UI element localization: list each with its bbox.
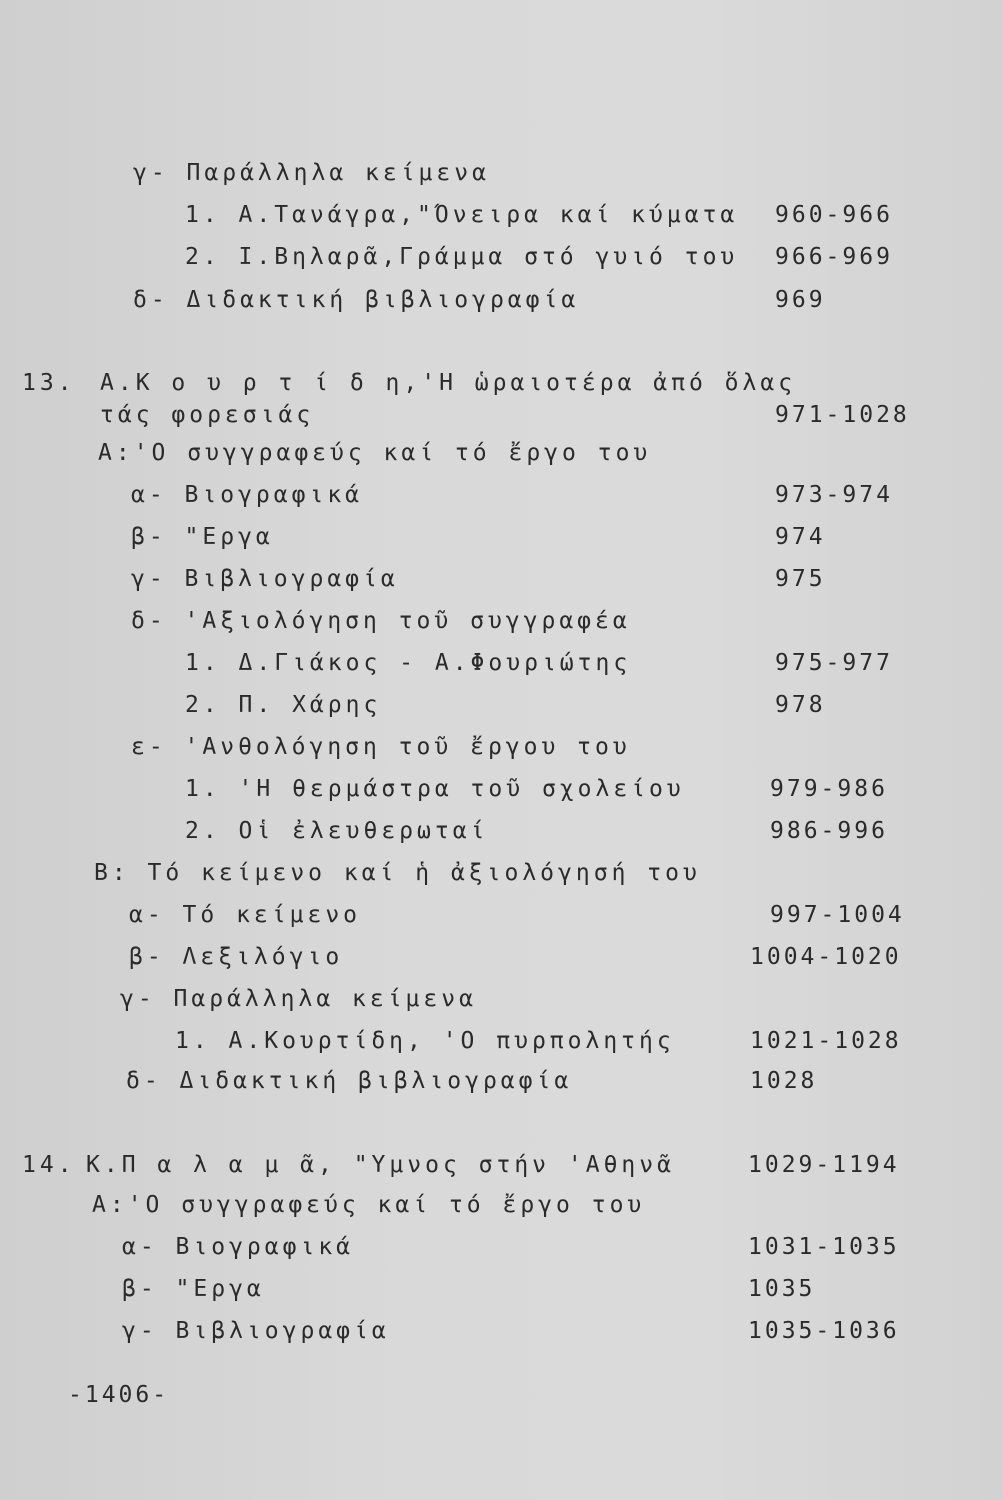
entry-title: 2. Οἱ ἐλευθερωταί <box>185 818 489 844</box>
entry-title: Κ.Π α λ α μ ᾶ, "Υμνος στήν 'Αθηνᾶ <box>86 1152 675 1178</box>
toc-entry <box>0 244 1003 284</box>
entry-title: β- Λεξιλόγιο <box>129 944 344 970</box>
section-number: 13. <box>22 370 76 396</box>
entry-title: γ- Παράλληλα κείμενα <box>120 986 477 1012</box>
page-range: 969 <box>775 287 826 313</box>
entry-title: 1. Δ.Γιάκος - Α.Φουριώτης <box>185 650 632 676</box>
toc-entry <box>0 860 1003 900</box>
toc-entry <box>0 818 1003 858</box>
page-range: 974 <box>775 524 826 550</box>
toc-entry <box>0 482 1003 522</box>
entry-title: 1. 'Η θερμάστρα τοῦ σχολείου <box>185 776 685 802</box>
page-range: 973-974 <box>775 482 893 508</box>
page-range: 960-966 <box>775 202 893 228</box>
toc-entry <box>0 1028 1003 1068</box>
entry-title: 2. Ι.Βηλαρᾶ,Γράμμα στό γυιό του <box>185 244 739 270</box>
toc-entry <box>0 440 1003 480</box>
page-range: 975-977 <box>775 650 893 676</box>
page-range: 966-969 <box>775 244 893 270</box>
toc-entry <box>0 776 1003 816</box>
page-range: 979-986 <box>770 776 888 802</box>
toc-entry <box>0 287 1003 327</box>
toc-entry <box>0 1318 1003 1358</box>
toc-entry <box>0 1276 1003 1316</box>
entry-title: γ- Παράλληλα κείμενα <box>133 160 490 186</box>
toc-entry <box>0 1192 1003 1232</box>
section-number: 14. <box>22 1152 76 1178</box>
page-range: 971-1028 <box>775 402 910 428</box>
page-range: 1031-1035 <box>748 1234 900 1260</box>
entry-title: δ- Διδακτική βιβλιογραφία <box>133 287 580 313</box>
entry-title: δ- Διδακτική βιβλιογραφία <box>126 1068 573 1094</box>
page-range: 1004-1020 <box>750 944 902 970</box>
toc-entry <box>0 524 1003 564</box>
page-range: 986-996 <box>770 818 888 844</box>
entry-title: δ- 'Αξιολόγηση τοῦ συγγραφέα <box>131 608 631 634</box>
page-number: -1406- <box>68 1382 170 1408</box>
entry-title: Α:'Ο συγγραφεύς καί τό ἔργο του <box>98 440 652 466</box>
toc-entry <box>0 944 1003 984</box>
entry-title: Β: Τό κείμενο καί ἡ ἀξιολόγησή του <box>94 860 701 886</box>
page-range: 1028 <box>750 1068 818 1094</box>
page-range: 975 <box>775 566 826 592</box>
entry-title: γ- Βιβλιογραφία <box>131 566 399 592</box>
toc-entry <box>0 650 1003 690</box>
toc-entry <box>0 986 1003 1026</box>
page-range: 1029-1194 <box>748 1152 900 1178</box>
entry-title: 1. Α.Κουρτίδη, 'Ο πυρπολητής <box>175 1028 675 1054</box>
entry-title: ε- 'Ανθολόγηση τοῦ ἔργου του <box>131 734 631 760</box>
entry-title: α- Βιογραφικά <box>131 482 364 508</box>
entry-title: 2. Π. Χάρης <box>185 692 382 718</box>
entry-title: τάς φορεσιάς <box>100 402 315 428</box>
toc-entry <box>0 160 1003 200</box>
page-range: 1035 <box>748 1276 816 1302</box>
entry-title: γ- Βιβλιογραφία <box>122 1318 390 1344</box>
page-range: 1021-1028 <box>750 1028 902 1054</box>
toc-entry <box>0 566 1003 606</box>
toc-entry <box>0 692 1003 732</box>
page-range: 1035-1036 <box>748 1318 900 1344</box>
entry-title: α- Βιογραφικά <box>122 1234 355 1260</box>
page-range: 978 <box>775 692 826 718</box>
toc-entry <box>0 402 1003 442</box>
toc-entry <box>0 1234 1003 1274</box>
entry-title: Α:'Ο συγγραφεύς καί τό ἔργο του <box>92 1192 646 1218</box>
toc-entry <box>0 608 1003 648</box>
toc-entry <box>0 1068 1003 1108</box>
entry-title: α- Τό κείμενο <box>129 902 362 928</box>
entry-title: Α.Κ ο υ ρ τ ί δ η,'Η ὡραιοτέρα ἀπό ὅλας <box>100 370 797 396</box>
toc-entry <box>0 1152 1003 1192</box>
toc-entry <box>0 902 1003 942</box>
toc-entry <box>0 734 1003 774</box>
page-range: 997-1004 <box>770 902 905 928</box>
entry-title: 1. Α.Τανάγρα,"Όνειρα καί κύματα <box>185 202 739 228</box>
toc-entry <box>0 202 1003 242</box>
entry-title: β- "Εργα <box>131 524 274 550</box>
entry-title: β- "Εργα <box>122 1276 265 1302</box>
